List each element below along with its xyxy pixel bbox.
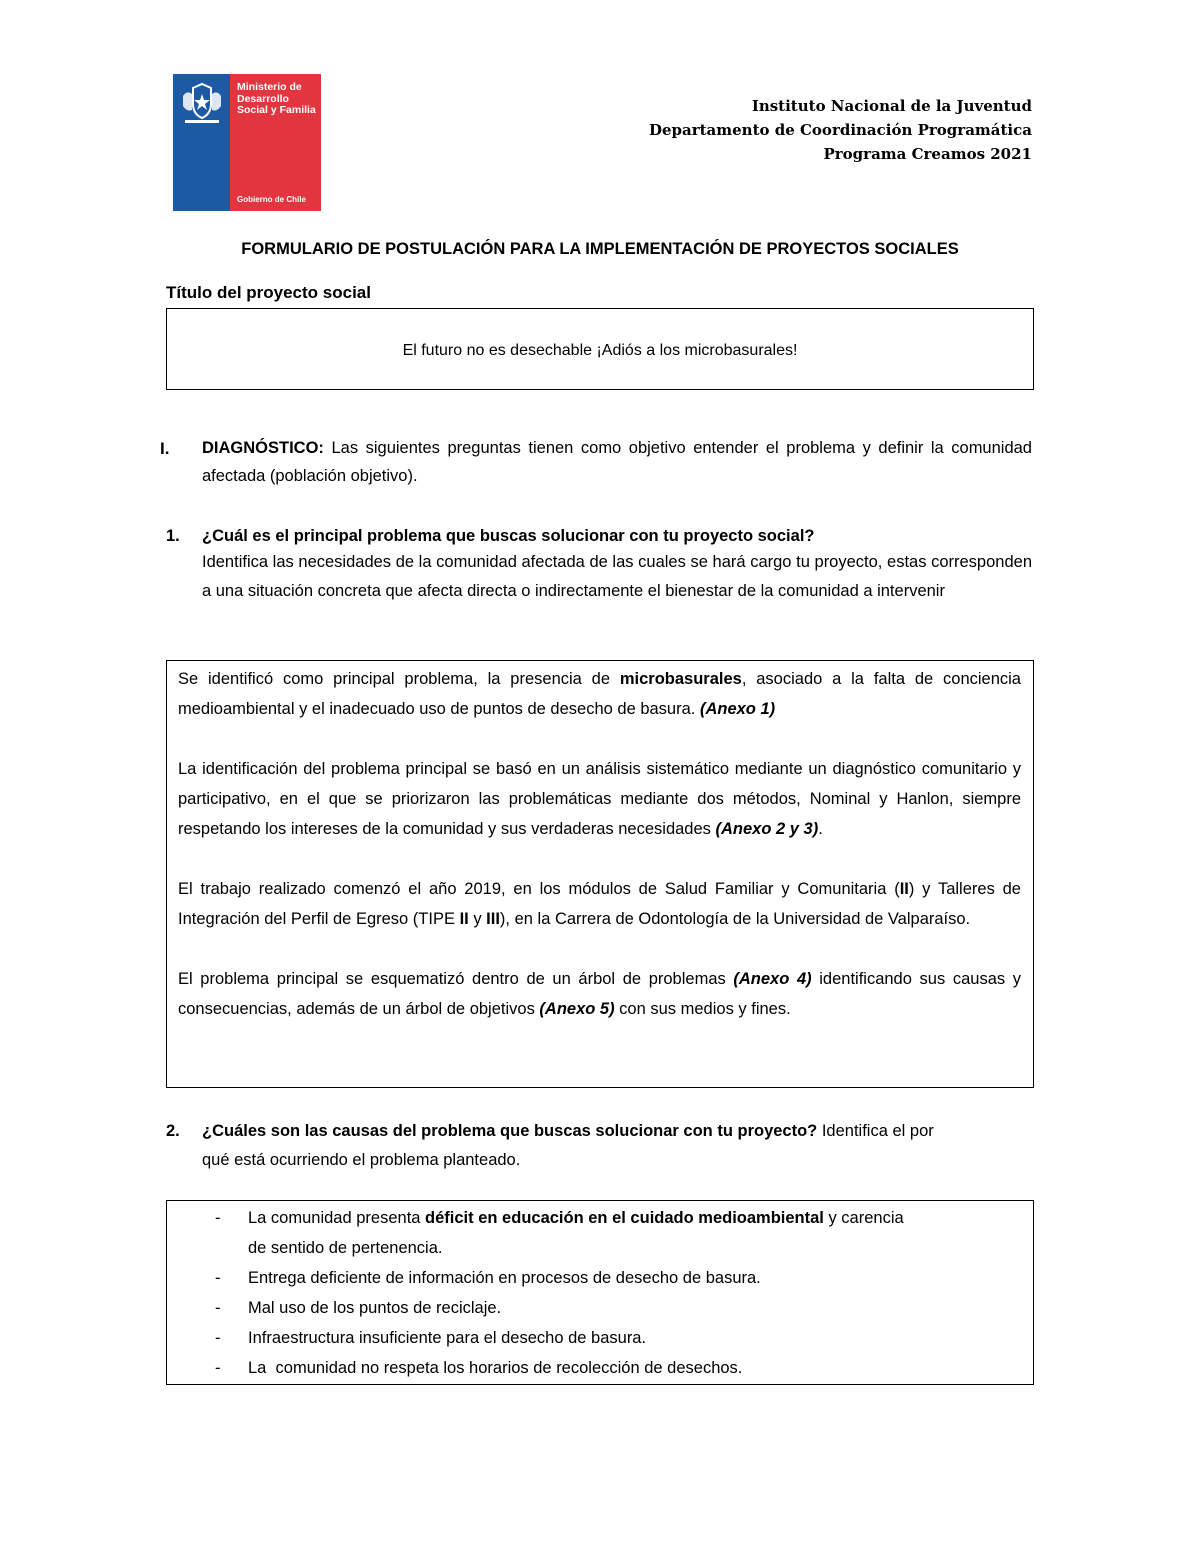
answer-text: El problema principal se esquematizó dentro de un árbol de problemas [178, 970, 734, 988]
answer-text: La identificación del problema principal se basó en un análisis sistemático mediante un diagnóstico comunitario y participativo, en el que se priorizaron las problemáticas mediante dos métodos, Nominal y Hanlon, siempre respetando los intereses de la comunidad y sus verdaderas necesidades [178, 760, 1021, 838]
q2-instructions-end: qué está ocurriendo el problema planteado. [202, 1151, 521, 1169]
cause-text: La comunidad presenta [248, 1209, 426, 1227]
answer-text: ) y Talleres de Integración del Perfil de Egreso (TIPE [178, 880, 1021, 928]
government-label: Gobierno de Chile [237, 195, 306, 204]
answer-text: . [818, 820, 823, 838]
annex-reference: (Anexo 1) [699, 700, 776, 718]
cause-item-5: La comunidad no respeta los horarios de recolección de desechos. [248, 1359, 743, 1377]
annex-reference: (Anexo 5) [539, 1000, 615, 1018]
q2-instructions-start: Identifica el por [817, 1122, 934, 1140]
cause-item-1 [248, 1203, 904, 1233]
ministry-name: Ministerio de Desarrollo Social y Familia [237, 81, 316, 116]
cause-emphasis: déficit en educación en el cuidado medioambiental [425, 1209, 824, 1227]
q1-number [166, 522, 180, 550]
project-title-label: Título del proyecto social [166, 283, 371, 302]
cause-item-1-continued: de sentido de pertenencia. [248, 1239, 443, 1257]
answer-paragraph-2 [178, 754, 1021, 844]
annex-reference: (Anexo 2 y 3) [715, 820, 819, 838]
answer-paragraph-1 [178, 664, 1021, 724]
q2-number [166, 1117, 180, 1145]
answer-emphasis: II [459, 910, 469, 928]
coat-of-arms-icon [179, 82, 225, 126]
answer-paragraph-4 [178, 964, 1021, 1024]
answer-text: identificando sus causas y consecuencias, además de un árbol de objetivos [178, 970, 1021, 1018]
answer-emphasis: III [486, 910, 500, 928]
q2-answer-box [166, 1200, 1034, 1385]
cause-item-4: Infraestructura insuficiente para el desecho de basura. [248, 1329, 647, 1347]
q2-question [202, 1117, 1042, 1145]
list-bullet: - [215, 1209, 221, 1227]
section-intro: Las siguientes preguntas tienen como objetivo entender el problema y definir la comunidad afectada (población objetivo). [202, 439, 1032, 485]
answer-text: , asociado a la falta de conciencia medioambiental y el inadecuado uso de puntos de desecho de basura. [178, 670, 1021, 718]
cause-item-2: Entrega deficiente de información en procesos de desecho de basura. [248, 1269, 761, 1287]
answer-text: y [468, 910, 487, 928]
q2-number-text: 2. [166, 1122, 180, 1140]
form-title: FORMULARIO DE POSTULACIÓN PARA LA IMPLEMENTACIÓN DE PROYECTOS SOCIALES [241, 240, 959, 258]
answer-emphasis: microbasurales [619, 670, 742, 688]
section-diagnostico [202, 434, 1032, 490]
header-program: Programa Creamos 2021 [823, 145, 1032, 163]
header-department: Departamento de Coordinación Programática [648, 121, 1032, 139]
cause-item-3: Mal uso de los puntos de reciclaje. [248, 1299, 502, 1317]
section-numeral-text: I. [160, 439, 170, 458]
answer-paragraph-3 [178, 874, 1021, 934]
section-numeral [160, 435, 169, 463]
project-title-text: El futuro no es desechable ¡Adiós a los microbasurales! [402, 342, 798, 359]
q1-question [202, 522, 1032, 550]
answer-text: Se identificó como principal problema, la presencia de [178, 670, 620, 688]
answer-emphasis: II [899, 880, 909, 898]
list-bullet: - [215, 1329, 221, 1347]
q1-instructions: Identifica las necesidades de la comunidad afectada de las cuales se hará cargo tu proyecto, estas corresponden a una situación concreta que afecta directa o indirectamente el bienestar de la comunidad a intervenir [202, 553, 1032, 600]
section-heading: DIAGNÓSTICO: [202, 439, 324, 457]
q1-number-text: 1. [166, 527, 180, 545]
q1-answer-box [166, 660, 1034, 1088]
ministry-logo [173, 74, 321, 211]
project-title-box [166, 308, 1034, 390]
answer-text: El trabajo realizado comenzó el año 2019, en los módulos de Salud Familiar y Comunitaria ( [178, 880, 900, 898]
list-bullet: - [215, 1269, 221, 1287]
q2-question-text: ¿Cuáles son las causas del problema que buscas solucionar con tu proyecto? [202, 1122, 818, 1140]
answer-text: ), en la Carrera de Odontología de la Universidad de Valparaíso. [499, 910, 971, 928]
annex-reference: (Anexo 4) [733, 970, 812, 988]
list-bullet: - [215, 1359, 221, 1377]
cause-text: y carencia [823, 1209, 904, 1227]
list-bullet: - [215, 1299, 221, 1317]
q1-question-text: ¿Cuál es el principal problema que buscas solucionar con tu proyecto social? [202, 527, 815, 545]
header-institution: Instituto Nacional de la Juventud [751, 97, 1032, 115]
answer-text: con sus medios y fines. [614, 1000, 791, 1018]
